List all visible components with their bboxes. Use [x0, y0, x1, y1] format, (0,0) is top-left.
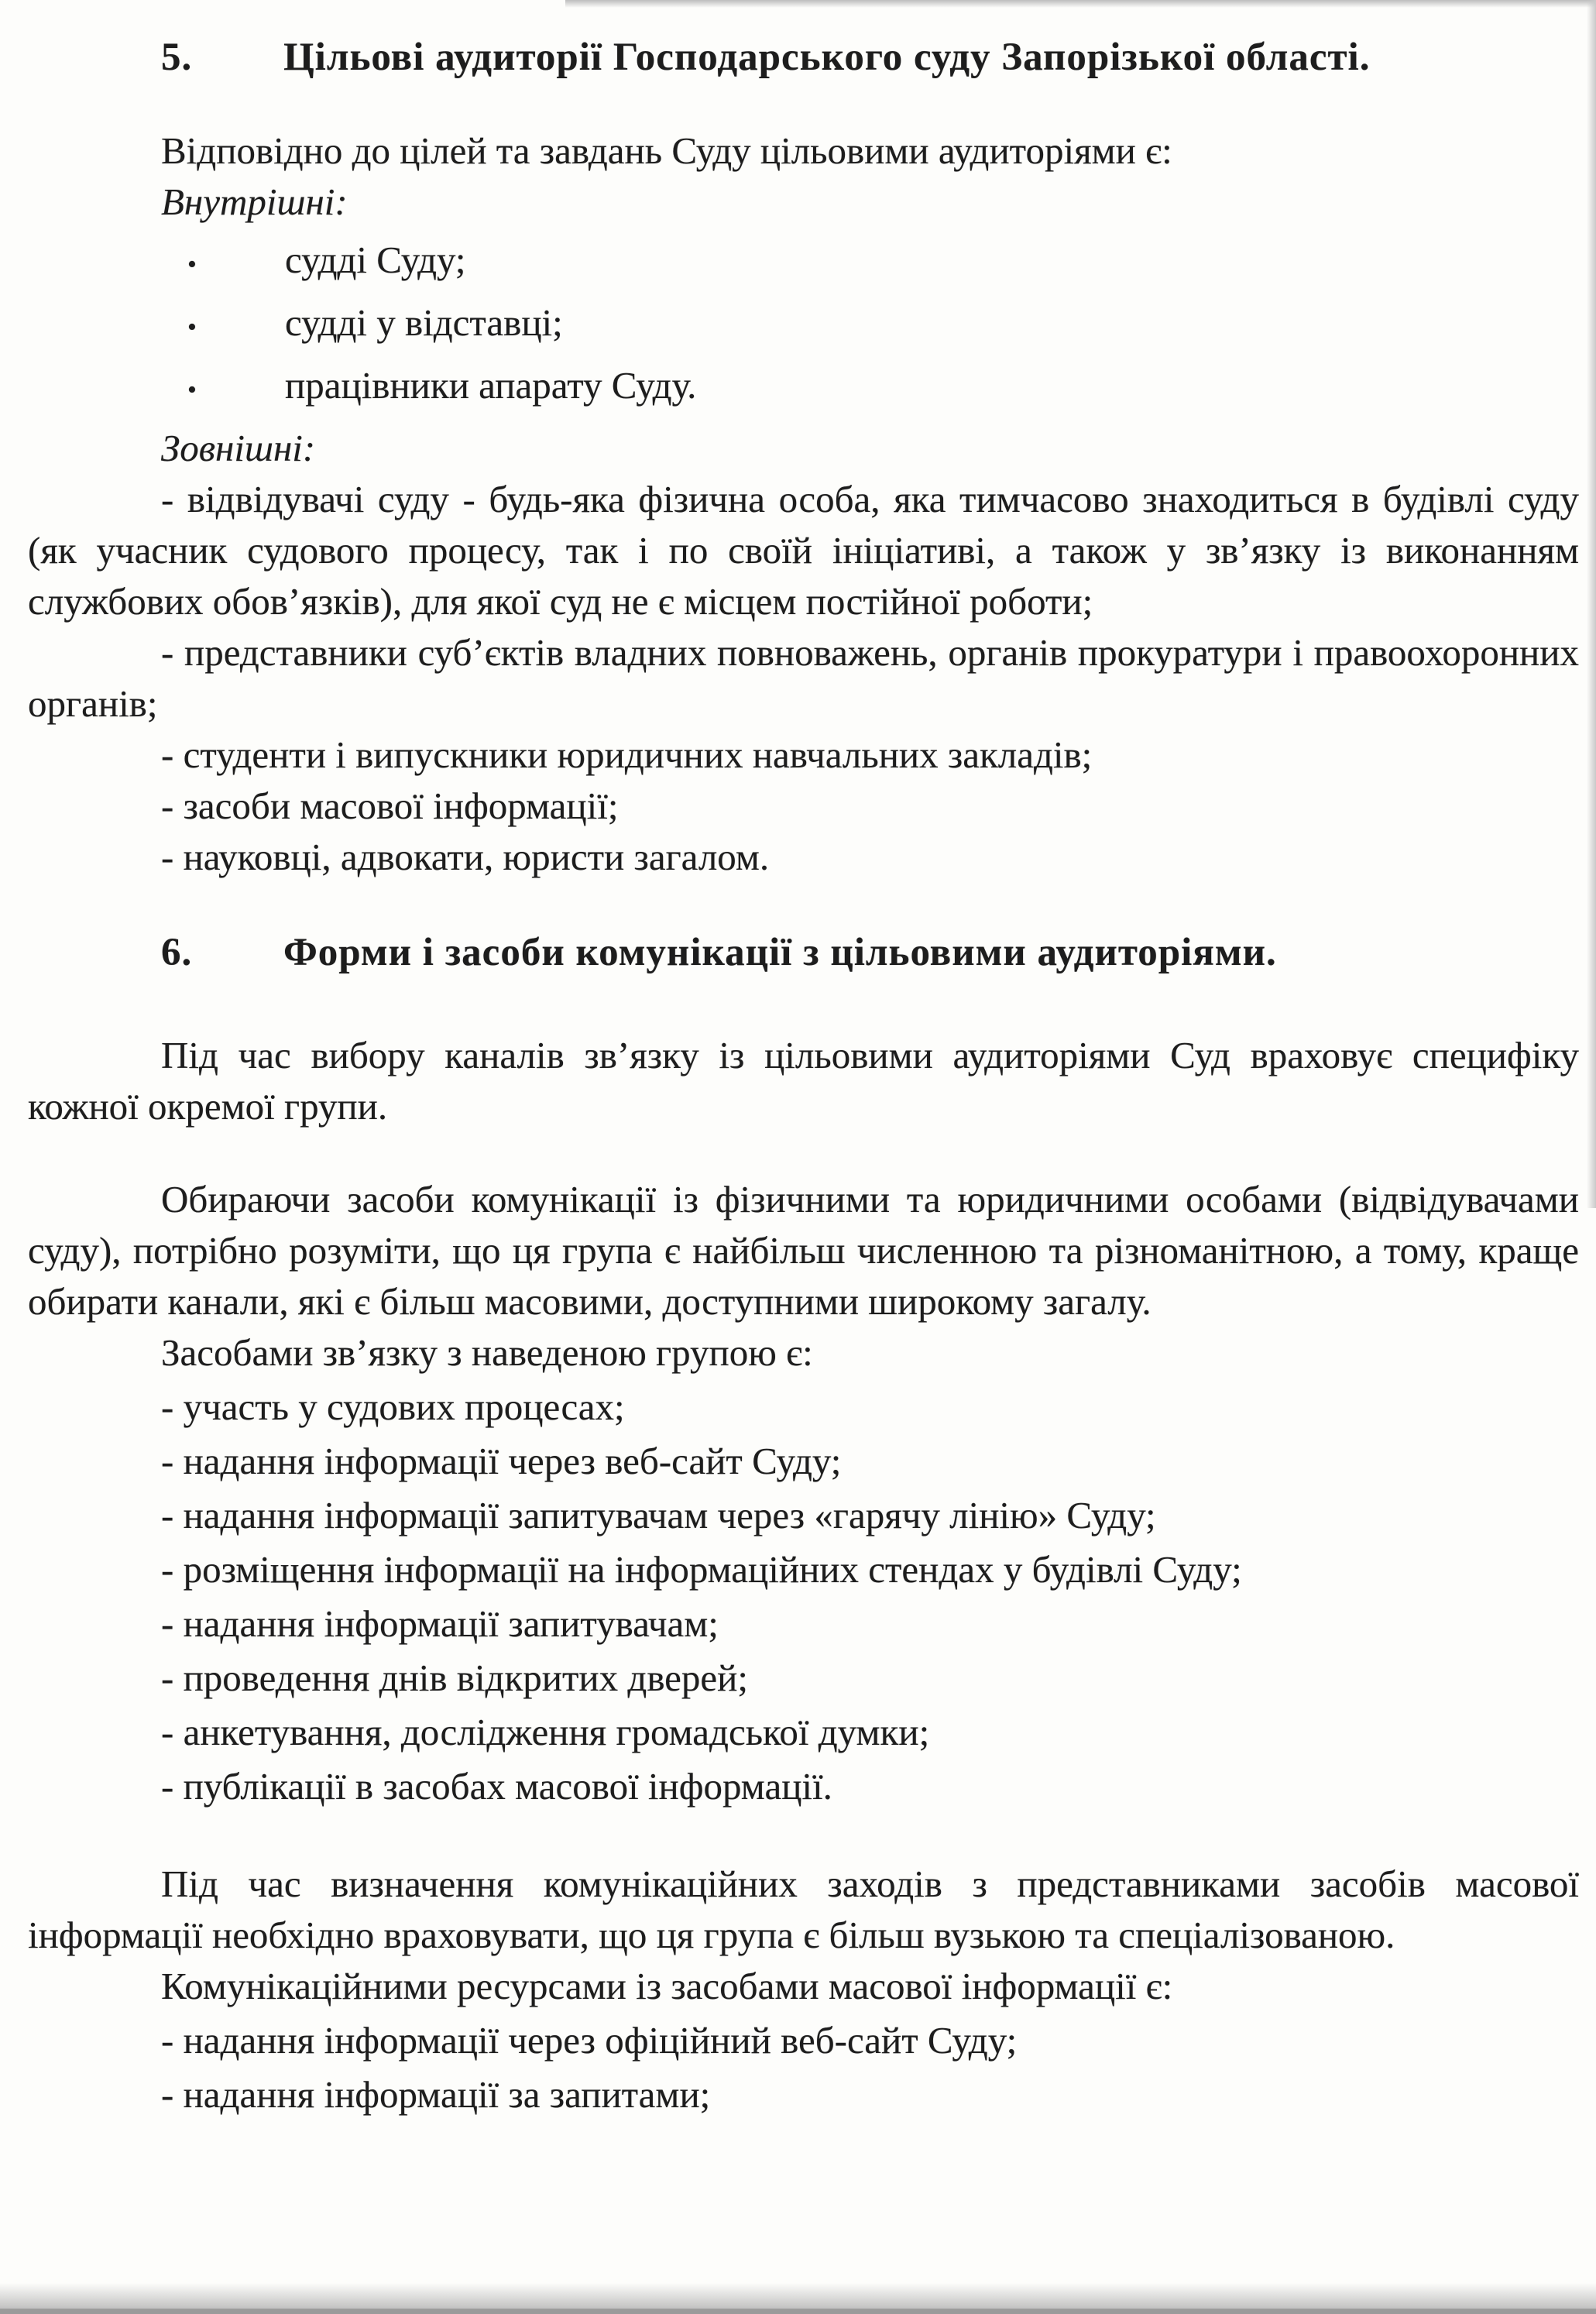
scan-artifact-bottom-line: [0, 2309, 1596, 2314]
internal-audiences-label: Внутрішні:: [161, 180, 348, 223]
channel-list-item: - публікації в засобах масової інформації.: [161, 1765, 832, 1808]
section-6-paragraph: Під час визначення комунікаційних заходів з представниками засобів масової інформації необхідно враховувати, що ця група є більш вузькою та спеціалізованою.: [28, 1863, 1579, 1956]
channel-list-item: - надання інформації запитувачам через «гарячу лінію» Суду;: [161, 1494, 1156, 1536]
channel-list-item: - анкетування, дослідження громадської думки;: [161, 1711, 930, 1753]
section-6-paragraph: Обираючи засоби комунікації із фізичними та юридичними особами (відвідувачами суду), потрібно розуміти, що ця група є найбільш численною та різноманітною, а тому, краще обирати канали, які є більш масовими, доступними широкому загалу.: [28, 1178, 1579, 1323]
bullet-dot-icon: •: [187, 376, 197, 404]
media-list-item: - надання інформації за запитами;: [161, 2073, 711, 2116]
section-5-intro: Відповідно до цілей та завдань Суду цільовими аудиторіями є:: [161, 129, 1172, 172]
section-6-paragraph: Під час вибору каналів зв’язку із цільовими аудиторіями Суд враховує специфіку кожної окремої групи.: [28, 1034, 1579, 1128]
internal-list-item-text: судді у відставці;: [285, 301, 563, 344]
external-list-item: - науковці, адвокати, юристи загалом.: [161, 836, 770, 878]
media-list-item: - надання інформації через офіційний веб-сайт Суду;: [161, 2019, 1018, 2062]
channel-list-item: - проведення днів відкритих дверей;: [161, 1657, 749, 1699]
internal-list-item: [28, 360, 1579, 416]
section-6-number: 6.: [161, 931, 193, 974]
external-list-item: - студенти і випускники юридичних навчальних закладів;: [161, 733, 1093, 776]
media-resources-intro: Комунікаційними ресурсами із засобами масової інформації є:: [161, 1965, 1173, 2007]
section-5-number: 5.: [161, 36, 193, 79]
channel-list-item: - розміщення інформації на інформаційних стендах у будівлі Суду;: [161, 1548, 1242, 1591]
scan-artifact-right-edge: [1587, 0, 1596, 1208]
channel-list-item: - участь у судових процесах;: [161, 1385, 625, 1428]
bullet-dot-icon: •: [187, 313, 197, 342]
external-audiences-label: Зовнішні:: [161, 427, 316, 469]
external-list-item: - представники суб’єктів владних повноважень, органів прокуратури і правоохоронних органів;: [28, 631, 1579, 725]
section-5-heading: [28, 33, 1579, 82]
internal-list-item-text: працівники апарату Суду.: [285, 364, 697, 407]
external-list-item: - відвідувачі суду - будь-яка фізична особа, яка тимчасово знаходиться в будівлі суду (як учасник судового процесу, так і по своїй ініціативі, а також у зв’язку із виконанням службових обов’язків), для якої суд не є місцем постійної роботи;: [28, 478, 1579, 623]
scan-artifact-top-edge: [565, 0, 1596, 8]
external-list-item: - засоби масової інформації;: [161, 784, 619, 827]
section-6-title: Форми і засоби комунікації з цільовими аудиторіями.: [283, 931, 1277, 974]
section-5-title: Цільові аудиторії Господарського суду Запорізької області.: [283, 36, 1371, 79]
channel-list-item: - надання інформації запитувачам;: [161, 1602, 719, 1645]
channels-intro: Засобами зв’язку з наведеною групою є:: [161, 1331, 813, 1374]
bullet-dot-icon: •: [187, 250, 197, 279]
channel-list-item: - надання інформації через веб-сайт Суду;: [161, 1440, 842, 1482]
internal-list-item-text: судді Суду;: [285, 239, 466, 281]
internal-list-item: [28, 297, 1579, 353]
section-6-heading: [28, 928, 1579, 977]
internal-list-item: [28, 235, 1579, 290]
